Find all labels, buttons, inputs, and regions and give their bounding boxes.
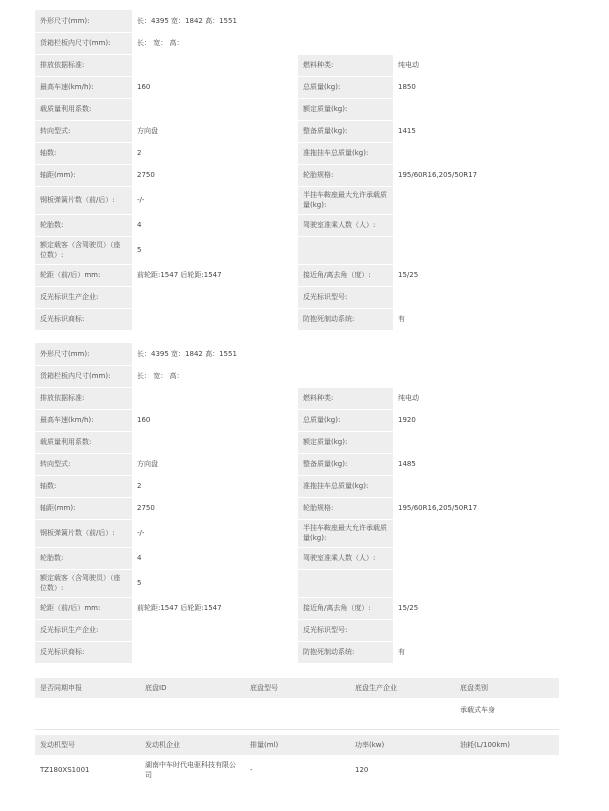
vehicle-spec-table-2 bbox=[35, 343, 559, 664]
spec-label: 轴数: bbox=[35, 142, 132, 164]
spec-label: 载质量利用系数: bbox=[35, 98, 132, 120]
engine-value-cell bbox=[455, 755, 559, 785]
spec-label: 排放依据标准: bbox=[35, 54, 132, 76]
spec-value: -/- bbox=[132, 186, 298, 214]
spec-table-body bbox=[35, 10, 559, 330]
spec-value: 方向盘 bbox=[132, 120, 298, 142]
engine-value-cell: - bbox=[245, 755, 350, 785]
spec-label: 反光标识型号: bbox=[298, 619, 393, 641]
spec-value bbox=[132, 98, 298, 120]
vehicle-spec-table-1 bbox=[35, 10, 559, 331]
spec-row bbox=[35, 547, 559, 569]
engine-header-cell: 油耗(L/100km) bbox=[455, 735, 559, 755]
spec-row bbox=[35, 409, 559, 431]
spec-value: 2 bbox=[132, 142, 298, 164]
engine-header-cell: 功率(kw) bbox=[350, 735, 455, 755]
spec-value: 2750 bbox=[132, 497, 298, 519]
spec-row bbox=[35, 343, 559, 365]
spec-row bbox=[35, 475, 559, 497]
chassis-header-cell: 是否同期申报 bbox=[35, 678, 140, 698]
spec-label: 额定质量(kg): bbox=[298, 431, 393, 453]
chassis-value-row bbox=[35, 698, 559, 721]
spec-label: 排放依据标准: bbox=[35, 387, 132, 409]
chassis-value-cell bbox=[350, 698, 455, 721]
spec-value: 160 bbox=[132, 409, 298, 431]
engine-header-row bbox=[35, 735, 559, 755]
spec-value bbox=[393, 569, 559, 597]
spec-row bbox=[35, 264, 559, 286]
spec-label: 额定载客（含驾驶员）（座位数）: bbox=[35, 236, 132, 264]
spec-value bbox=[393, 519, 559, 547]
spec-value bbox=[132, 431, 298, 453]
spec-row bbox=[35, 519, 559, 547]
spec-value: 纯电动 bbox=[393, 387, 559, 409]
spec-table-body bbox=[35, 343, 559, 663]
spec-value bbox=[393, 431, 559, 453]
spec-label: 半挂车鞍座最大允许承载质量(kg): bbox=[298, 186, 393, 214]
spec-row bbox=[35, 286, 559, 308]
spec-row bbox=[35, 186, 559, 214]
spec-row bbox=[35, 214, 559, 236]
engine-table bbox=[35, 735, 559, 786]
spec-row bbox=[35, 164, 559, 186]
spec-label: 准拖挂车总质量(kg): bbox=[298, 142, 393, 164]
spec-value: 1415 bbox=[393, 120, 559, 142]
spec-value bbox=[132, 641, 298, 663]
spec-value bbox=[393, 98, 559, 120]
spec-row bbox=[35, 569, 559, 597]
spec-label: 燃料种类: bbox=[298, 387, 393, 409]
engine-value-cell: TZ180XS1001 bbox=[35, 755, 140, 785]
spec-label: 反光标识生产企业: bbox=[35, 619, 132, 641]
spec-row bbox=[35, 10, 559, 32]
engine-value-cell: 120 bbox=[350, 755, 455, 785]
spec-row bbox=[35, 98, 559, 120]
spec-value: 1485 bbox=[393, 453, 559, 475]
spec-value: 长：4395 宽：1842 高：1551 bbox=[132, 343, 559, 365]
spec-label: 反光标识型号: bbox=[298, 286, 393, 308]
spec-label: 总质量(kg): bbox=[298, 409, 393, 431]
spec-row bbox=[35, 453, 559, 475]
spec-value: 前轮距:1547 后轮距:1547 bbox=[132, 264, 298, 286]
divider bbox=[35, 729, 559, 730]
spec-value: -/- bbox=[132, 519, 298, 547]
spec-value: 1920 bbox=[393, 409, 559, 431]
spec-row bbox=[35, 365, 559, 387]
spec-value bbox=[132, 619, 298, 641]
spec-label bbox=[298, 236, 393, 264]
engine-value-cell: 湖南中车时代电驱科技有限公司 bbox=[140, 755, 245, 785]
spec-label: 整备质量(kg): bbox=[298, 120, 393, 142]
spec-label: 准拖挂车总质量(kg): bbox=[298, 475, 393, 497]
spec-value bbox=[393, 475, 559, 497]
spec-value: 前轮距:1547 后轮距:1547 bbox=[132, 597, 298, 619]
engine-header-cell: 发动机企业 bbox=[140, 735, 245, 755]
spec-value bbox=[393, 142, 559, 164]
spec-value: 方向盘 bbox=[132, 453, 298, 475]
spec-row bbox=[35, 497, 559, 519]
spec-row bbox=[35, 597, 559, 619]
spec-value: 4 bbox=[132, 547, 298, 569]
spec-value: 有 bbox=[393, 641, 559, 663]
spec-value bbox=[393, 186, 559, 214]
engine-header-cell: 发动机型号 bbox=[35, 735, 140, 755]
chassis-value-cell: 承载式车身 bbox=[455, 698, 559, 721]
spec-label: 燃料种类: bbox=[298, 54, 393, 76]
spec-row bbox=[35, 76, 559, 98]
spec-value: 长：4395 宽：1842 高：1551 bbox=[132, 10, 559, 32]
spec-value: 2750 bbox=[132, 164, 298, 186]
spec-label: 防抱死制动系统: bbox=[298, 641, 393, 663]
spec-label: 轮胎数: bbox=[35, 214, 132, 236]
spec-value: 长： 宽： 高： bbox=[132, 32, 559, 54]
spec-row bbox=[35, 32, 559, 54]
spec-label: 反光标识商标: bbox=[35, 641, 132, 663]
spec-label: 反光标识生产企业: bbox=[35, 286, 132, 308]
chassis-header-row bbox=[35, 678, 559, 698]
spec-label: 轴距(mm): bbox=[35, 497, 132, 519]
spec-row bbox=[35, 308, 559, 330]
spec-label: 最高车速(km/h): bbox=[35, 76, 132, 98]
spec-value bbox=[132, 308, 298, 330]
spec-label: 最高车速(km/h): bbox=[35, 409, 132, 431]
spec-value: 纯电动 bbox=[393, 54, 559, 76]
spec-value: 15/25 bbox=[393, 264, 559, 286]
engine-header-cell: 排量(ml) bbox=[245, 735, 350, 755]
spec-value: 4 bbox=[132, 214, 298, 236]
spec-value: 15/25 bbox=[393, 597, 559, 619]
spec-value bbox=[132, 54, 298, 76]
spec-row bbox=[35, 387, 559, 409]
spec-label: 货箱栏板内尺寸(mm): bbox=[35, 365, 132, 387]
spec-value: 有 bbox=[393, 308, 559, 330]
spec-value bbox=[393, 214, 559, 236]
spec-label: 转向型式: bbox=[35, 453, 132, 475]
spec-label: 轴数: bbox=[35, 475, 132, 497]
spec-value: 2 bbox=[132, 475, 298, 497]
spec-label: 轮胎规格: bbox=[298, 164, 393, 186]
spec-label: 外形尺寸(mm): bbox=[35, 10, 132, 32]
spec-row bbox=[35, 431, 559, 453]
spec-label: 反光标识商标: bbox=[35, 308, 132, 330]
spec-value: 195/60R16,205/50R17 bbox=[393, 497, 559, 519]
spec-row bbox=[35, 142, 559, 164]
spec-label: 接近角/离去角（度）: bbox=[298, 597, 393, 619]
chassis-value-cell bbox=[245, 698, 350, 721]
spec-value bbox=[393, 286, 559, 308]
spec-label: 总质量(kg): bbox=[298, 76, 393, 98]
spec-value bbox=[393, 547, 559, 569]
spec-value bbox=[132, 387, 298, 409]
engine-value-row bbox=[35, 755, 559, 785]
spec-label: 半挂车鞍座最大允许承载质量(kg): bbox=[298, 519, 393, 547]
chassis-header-cell: 底盘ID bbox=[140, 678, 245, 698]
spec-label: 接近角/离去角（度）: bbox=[298, 264, 393, 286]
chassis-header-cell: 底盘型号 bbox=[245, 678, 350, 698]
spec-value: 5 bbox=[132, 236, 298, 264]
spec-value: 195/60R16,205/50R17 bbox=[393, 164, 559, 186]
spec-label: 轮胎数: bbox=[35, 547, 132, 569]
spec-value: 1850 bbox=[393, 76, 559, 98]
spec-label: 外形尺寸(mm): bbox=[35, 343, 132, 365]
spec-value: 长： 宽： 高： bbox=[132, 365, 559, 387]
spec-label: 轮距（前/后）mm: bbox=[35, 597, 132, 619]
spec-label: 整备质量(kg): bbox=[298, 453, 393, 475]
spec-row bbox=[35, 236, 559, 264]
chassis-header-cell: 底盘生产企业 bbox=[350, 678, 455, 698]
spec-value bbox=[393, 236, 559, 264]
spec-label: 额定质量(kg): bbox=[298, 98, 393, 120]
spec-label: 转向型式: bbox=[35, 120, 132, 142]
spec-value: 160 bbox=[132, 76, 298, 98]
spec-label: 驾驶室准乘人数（人）: bbox=[298, 214, 393, 236]
spec-label: 轮距（前/后）mm: bbox=[35, 264, 132, 286]
chassis-table bbox=[35, 678, 559, 722]
spec-label: 钢板弹簧片数（前/后）: bbox=[35, 186, 132, 214]
spec-label: 防抱死制动系统: bbox=[298, 308, 393, 330]
spec-row bbox=[35, 54, 559, 76]
spec-value: 5 bbox=[132, 569, 298, 597]
spec-label: 货箱栏板内尺寸(mm): bbox=[35, 32, 132, 54]
spec-label: 钢板弹簧片数（前/后）: bbox=[35, 519, 132, 547]
spec-value bbox=[393, 619, 559, 641]
chassis-value-cell bbox=[140, 698, 245, 721]
spec-row bbox=[35, 619, 559, 641]
spec-row bbox=[35, 641, 559, 663]
spec-label: 额定载客（含驾驶员）（座位数）: bbox=[35, 569, 132, 597]
spec-label bbox=[298, 569, 393, 597]
spec-label: 轮胎规格: bbox=[298, 497, 393, 519]
spec-label: 载质量利用系数: bbox=[35, 431, 132, 453]
spec-label: 轴距(mm): bbox=[35, 164, 132, 186]
spec-value bbox=[132, 286, 298, 308]
spec-row bbox=[35, 120, 559, 142]
spec-label: 驾驶室准乘人数（人）: bbox=[298, 547, 393, 569]
chassis-value-cell bbox=[35, 698, 140, 721]
chassis-header-cell: 底盘类别 bbox=[455, 678, 559, 698]
